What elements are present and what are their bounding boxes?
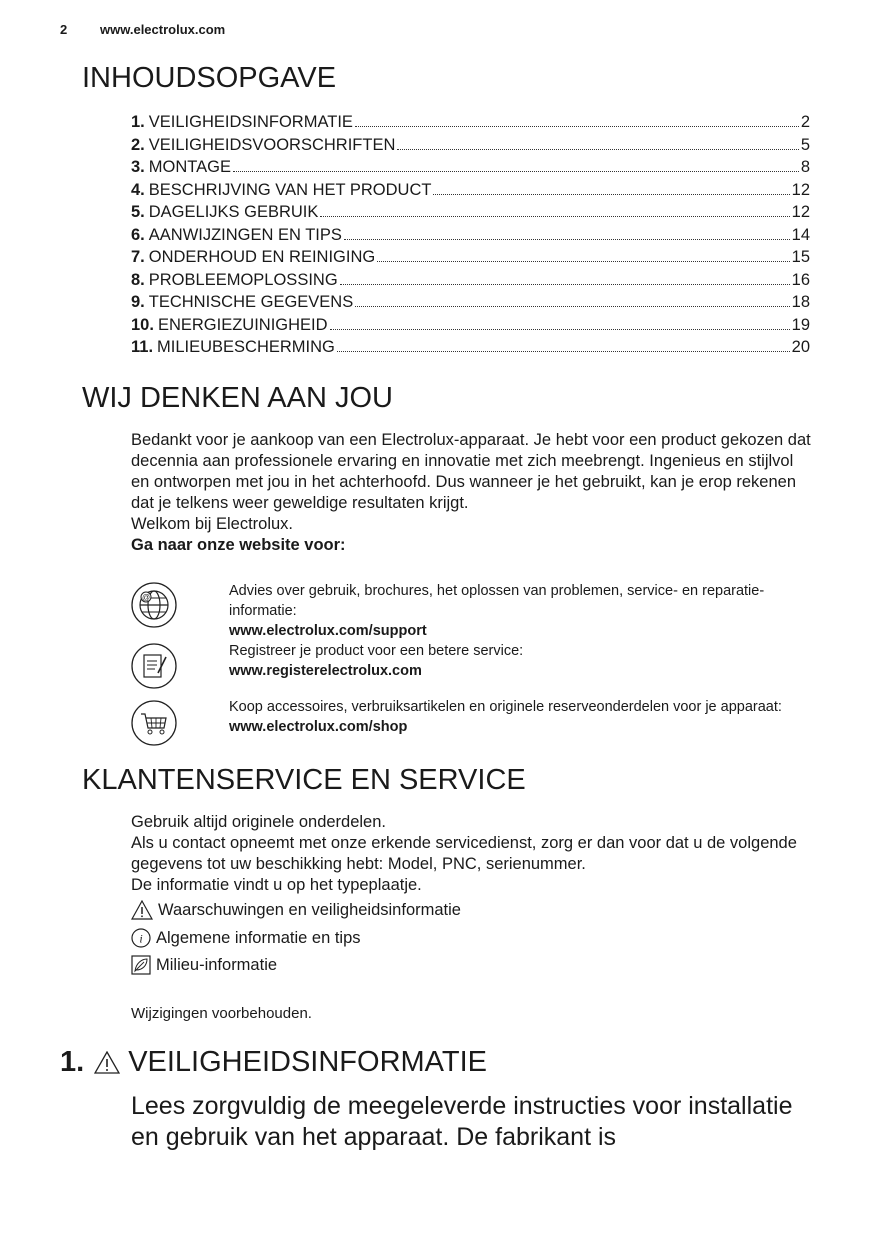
toc-leader-dots — [337, 351, 790, 352]
shop-link-text — [229, 697, 799, 737]
legend-warning — [131, 898, 461, 922]
support-description: Advies over gebruik, brochures, het oplossen van problemen, service- en reparatie-informatie: — [229, 583, 765, 619]
toc-leader-dots — [433, 194, 789, 195]
toc-leader-dots — [340, 284, 790, 285]
svg-text:i: i — [139, 931, 143, 946]
toc-item-page: 2 — [800, 113, 810, 131]
legend-info — [131, 926, 361, 950]
service-title: KLANTENSERVICE EN SERVICE — [82, 764, 526, 796]
register-icon — [131, 643, 177, 689]
globe-icon — [131, 582, 177, 628]
toc-item-page: 18 — [791, 293, 810, 311]
section1-intro: Lees zorgvuldig de meegeleverde instructies voor installatie en gebruik van het apparaat. De fabrikant is — [131, 1092, 793, 1151]
legend-warning-label: Waarschuwingen en veiligheidsinformatie — [158, 901, 461, 919]
svg-text:@: @ — [141, 593, 151, 602]
toc-item-label: PROBLEEMOPLOSSING — [148, 270, 338, 289]
toc-item-label: MILIEUBESCHERMING — [157, 338, 335, 356]
toc-item-page: 15 — [791, 248, 810, 266]
welcome-text: Welkom bij Electrolux. — [131, 515, 293, 533]
toc-item-label: MONTAGE — [148, 158, 231, 176]
toc-item-number: 1. — [131, 113, 145, 131]
toc-item[interactable] — [131, 291, 810, 314]
toc-item-number: 6. — [131, 225, 145, 244]
toc-item-label: VEILIGHEIDSINFORMATIE — [148, 113, 353, 131]
service-body — [131, 812, 811, 896]
toc-leader-dots — [233, 171, 799, 172]
toc-item[interactable] — [131, 336, 810, 359]
shop-url[interactable]: www.electrolux.com/shop — [229, 719, 408, 735]
toc-leader-dots — [397, 149, 798, 150]
toc-item-page: 12 — [791, 180, 810, 199]
toc-item-number: 3. — [131, 158, 145, 176]
toc-item-number: 10. — [131, 315, 154, 334]
toc-item-page: 20 — [791, 338, 810, 356]
toc-leader-dots — [377, 261, 789, 262]
warning-icon — [131, 900, 153, 920]
section1-heading — [60, 1046, 487, 1079]
header-website[interactable]: www.electrolux.com — [100, 22, 226, 37]
toc-item[interactable] — [131, 111, 810, 134]
support-url[interactable]: www.electrolux.com/support — [229, 623, 427, 639]
toc-item[interactable] — [131, 269, 810, 292]
toc-item-number: 2. — [131, 135, 145, 154]
toc-item-label: BESCHRIJVING VAN HET PRODUCT — [148, 180, 432, 199]
thinking-body — [131, 430, 811, 556]
info-icon — [131, 928, 151, 948]
toc-item-page: 19 — [791, 315, 810, 334]
toc-item-label: TECHNISCHE GEGEVENS — [148, 293, 354, 311]
service-line1: Gebruik altijd originele onderdelen. — [131, 813, 386, 831]
toc-item-label: VEILIGHEIDSVOORSCHRIFTEN — [148, 135, 396, 154]
toc-leader-dots — [355, 126, 799, 127]
shopping-cart-icon — [131, 700, 177, 746]
section1-title: VEILIGHEIDSINFORMATIE — [128, 1046, 487, 1078]
page-header — [60, 22, 225, 37]
leaf-icon — [131, 955, 151, 975]
toc-item-number: 8. — [131, 270, 145, 289]
toc-item-label: ONDERHOUD EN REINIGING — [148, 248, 376, 266]
toc-item[interactable] — [131, 134, 810, 157]
toc-item[interactable] — [131, 156, 810, 179]
toc-item[interactable] — [131, 224, 810, 247]
toc-item[interactable] — [131, 201, 810, 224]
visit-label: Ga naar onze website voor: — [131, 536, 346, 554]
page-number: 2 — [60, 22, 68, 37]
toc-item-number: 9. — [131, 293, 145, 311]
thinking-title: WIJ DENKEN AAN JOU — [82, 382, 393, 414]
toc-leader-dots — [355, 306, 789, 307]
legend-environment-label: Milieu-informatie — [156, 956, 278, 974]
toc-item[interactable] — [131, 246, 810, 269]
toc-leader-dots — [330, 329, 790, 330]
toc-item-page: 16 — [791, 270, 810, 289]
toc-item-number: 11. — [131, 338, 154, 356]
toc-item-number: 4. — [131, 180, 145, 199]
register-url[interactable]: www.registerelectrolux.com — [229, 663, 422, 679]
shop-description: Koop accessoires, verbruiksartikelen en originele reserveonderdelen voor je apparaat: — [229, 699, 782, 715]
toc-item[interactable] — [131, 179, 810, 202]
toc-leader-dots — [320, 216, 789, 217]
toc-item-page: 12 — [791, 203, 810, 221]
toc-title: INHOUDSOPGAVE — [82, 62, 337, 94]
toc-item-label: DAGELIJKS GEBRUIK — [148, 203, 319, 221]
warning-icon — [94, 1051, 120, 1074]
service-line3: De informatie vindt u op het typeplaatje. — [131, 876, 422, 894]
toc-item-page: 5 — [800, 135, 810, 154]
toc-item-page: 14 — [791, 225, 810, 244]
toc-item[interactable] — [131, 314, 810, 337]
toc-item-page: 8 — [800, 158, 810, 176]
toc-item-number: 5. — [131, 203, 145, 221]
toc-item-number: 7. — [131, 248, 145, 266]
toc-leader-dots — [344, 239, 790, 240]
register-description: Registreer je product voor een betere service: — [229, 643, 524, 659]
table-of-contents — [131, 111, 810, 359]
changes-note: Wijzigingen voorbehouden. — [131, 1005, 312, 1022]
support-link-text — [229, 581, 799, 641]
register-link-text — [229, 641, 799, 681]
section1-number: 1. — [60, 1046, 85, 1078]
toc-item-label: AANWIJZINGEN EN TIPS — [148, 225, 342, 244]
service-line2: Als u contact opneemt met onze erkende servicedienst, zorg er dan voor dat u de volgende gegevens tot uw beschikking hebt: Model, PNC, serienummer. — [131, 834, 797, 873]
thinking-paragraph: Bedankt voor je aankoop van een Electrolux-apparaat. Je hebt voor een product gekozen dat decennia aan professionele ervaring en innovatie met zich meebrengt. Ingenieus en stijlvol en ontworpen met jou in het achterhoofd. Dus wanneer je het gebruikt, kan je erop rekenen dat je telkens weer geweldige resultaten krijgt. — [131, 431, 811, 512]
legend-info-label: Algemene informatie en tips — [156, 929, 361, 947]
legend-environment — [131, 953, 277, 977]
toc-item-label: ENERGIEZUINIGHEID — [157, 315, 328, 334]
